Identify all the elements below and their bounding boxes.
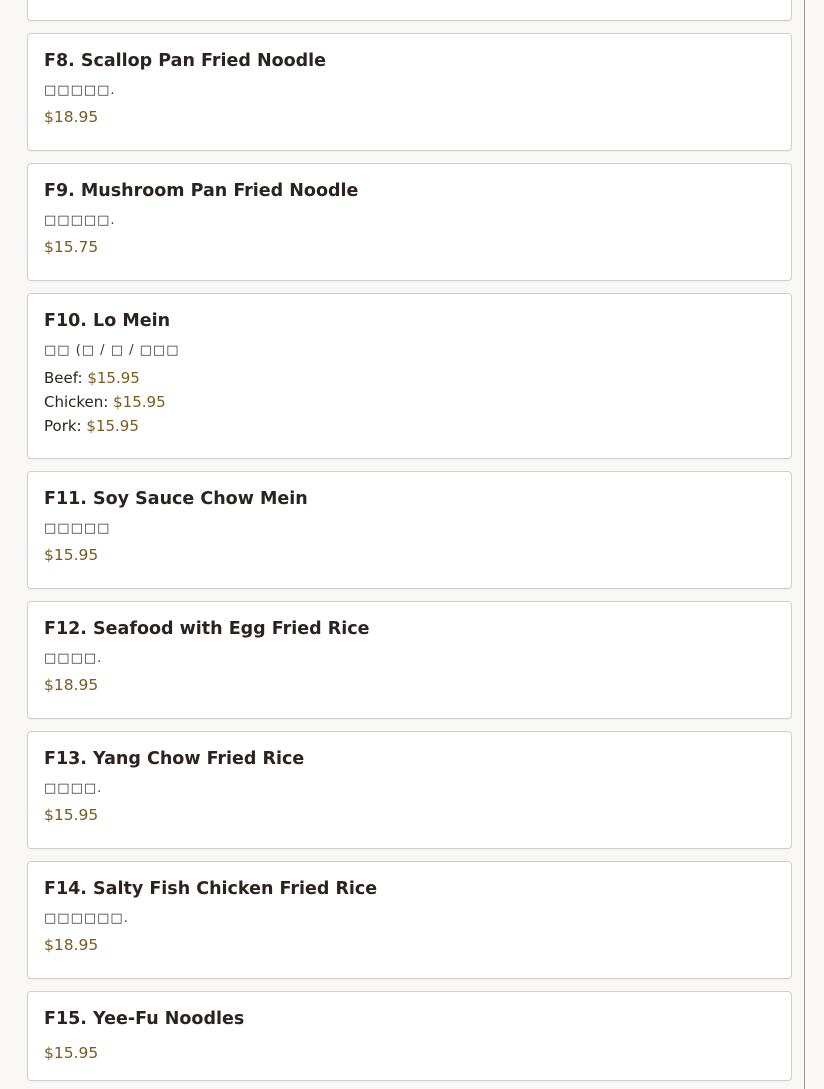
menu-item-price: $15.75 <box>44 238 99 256</box>
menu-item-title: F10. Lo Mein <box>44 311 171 331</box>
menu-item-title: F11. Soy Sauce Chow Mein <box>44 489 308 509</box>
menu-item-price: $18.95 <box>44 936 99 954</box>
menu-item-card[interactable] <box>27 33 792 151</box>
menu-item-card[interactable] <box>27 861 792 979</box>
menu-item-title: F14. Salty Fish Chicken Fried Rice <box>44 879 378 899</box>
option-label: Pork: <box>44 417 82 435</box>
menu-item-card[interactable] <box>27 163 792 281</box>
menu-item-price: $15.95 <box>44 806 99 824</box>
menu-item-price: $15.95 <box>44 1044 99 1062</box>
menu-item-card[interactable] <box>27 471 792 589</box>
menu-item-card[interactable] <box>27 293 792 459</box>
option-label: Chicken: <box>44 393 109 411</box>
option-row-pork[interactable] <box>44 414 775 438</box>
menu-item-description: □□□□□□. <box>44 911 129 926</box>
menu-item-price: $18.95 <box>44 108 99 126</box>
menu-item-options <box>44 366 775 438</box>
menu-item-card[interactable] <box>27 991 792 1081</box>
menu-item-card[interactable] <box>27 601 792 719</box>
menu-item-title: F12. Seafood with Egg Fried Rice <box>44 619 370 639</box>
menu-item-description: □□□□□. <box>44 83 116 98</box>
menu-item-description: □□ (□ / □ / □□□ <box>44 343 180 358</box>
menu-item-card[interactable] <box>27 0 792 21</box>
menu-item-title: F9. Mushroom Pan Fried Noodle <box>44 181 359 201</box>
option-label: Beef: <box>44 369 83 387</box>
menu-item-title: F15. Yee-Fu Noodles <box>44 1009 245 1029</box>
menu-item-description: □□□□. <box>44 781 103 796</box>
menu-item-description: □□□□□. <box>44 213 116 228</box>
option-price: $15.95 <box>113 393 166 411</box>
menu-item-price: $15.95 <box>44 546 99 564</box>
option-price: $15.95 <box>86 417 139 435</box>
menu-item-title: F8. Scallop Pan Fried Noodle <box>44 51 327 71</box>
menu-item-title: F13. Yang Chow Fried Rice <box>44 749 305 769</box>
menu-item-price: $18.95 <box>44 676 99 694</box>
option-row-chicken[interactable] <box>44 390 775 414</box>
menu-item-description: □□□□□ <box>44 521 111 536</box>
option-row-beef[interactable] <box>44 366 775 390</box>
menu-item-card[interactable] <box>27 731 792 849</box>
option-price: $15.95 <box>87 369 140 387</box>
menu-item-description: □□□□. <box>44 651 103 666</box>
menu-item-list <box>27 0 792 1089</box>
